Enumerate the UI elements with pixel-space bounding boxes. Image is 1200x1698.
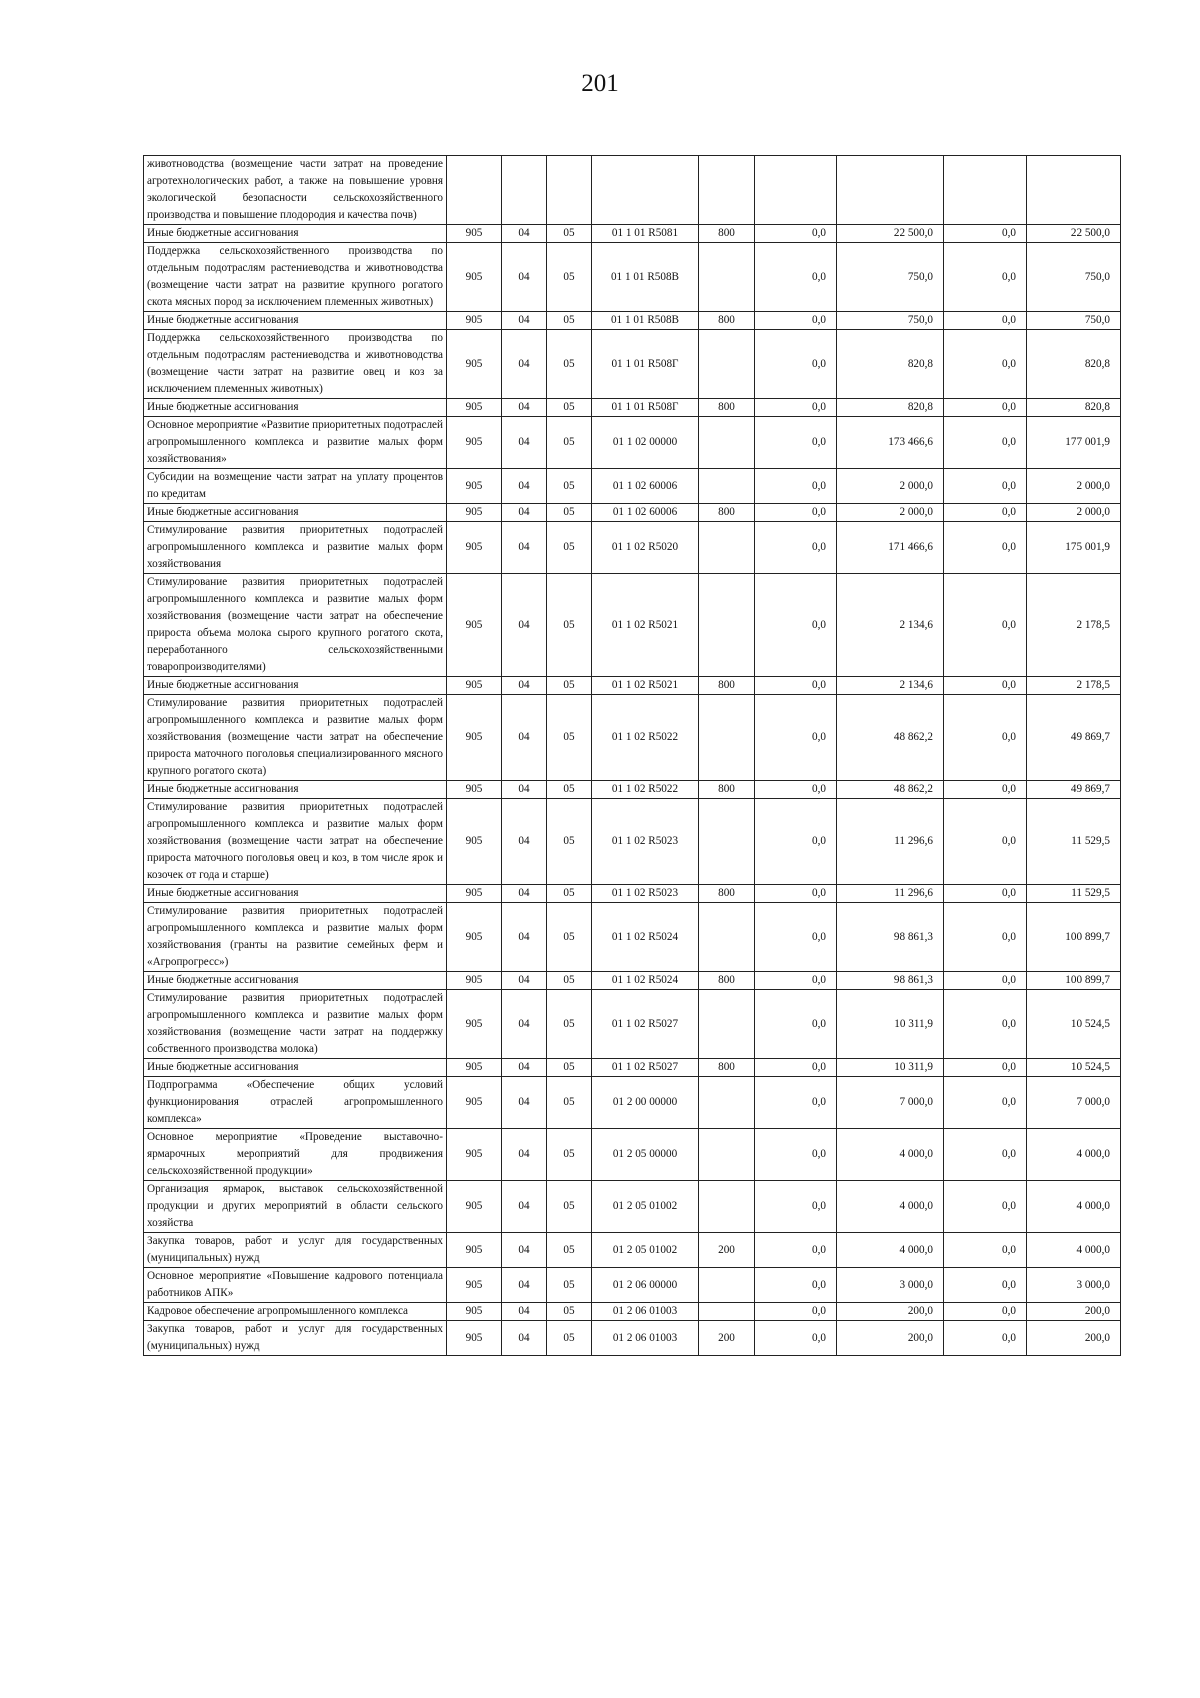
expense-type-cell (699, 799, 755, 885)
expense-type-cell: 200 (699, 1233, 755, 1268)
amount-cell-1: 0,0 (755, 1268, 837, 1303)
expense-type-cell: 800 (699, 312, 755, 330)
gr-code-cell: 905 (447, 1059, 502, 1077)
gr-code-cell: 905 (447, 1129, 502, 1181)
expense-type-cell (699, 1303, 755, 1321)
table-row (144, 1303, 1121, 1321)
amount-cell-1: 0,0 (755, 1129, 837, 1181)
section-code-cell: 04 (502, 1129, 547, 1181)
section-code-cell: 04 (502, 574, 547, 677)
expense-type-cell: 800 (699, 399, 755, 417)
amount-cell-1: 0,0 (755, 972, 837, 990)
target-article-cell: 01 1 02 R5027 (592, 990, 699, 1059)
amount-cell-2: 2 134,6 (837, 677, 944, 695)
gr-code-cell: 905 (447, 243, 502, 312)
amount-cell-3: 0,0 (944, 312, 1027, 330)
amount-cell-4: 10 524,5 (1027, 990, 1121, 1059)
target-article-cell: 01 2 00 00000 (592, 1077, 699, 1129)
table-row (144, 1059, 1121, 1077)
gr-code-cell: 905 (447, 1268, 502, 1303)
amount-cell-2: 98 861,3 (837, 972, 944, 990)
table-row (144, 574, 1121, 677)
target-article-cell: 01 1 01 R508Г (592, 330, 699, 399)
expense-type-cell (699, 695, 755, 781)
gr-code-cell: 905 (447, 799, 502, 885)
expense-type-cell (699, 1077, 755, 1129)
amount-cell-3: 0,0 (944, 1321, 1027, 1356)
gr-code-cell: 905 (447, 225, 502, 243)
amount-cell-4: 820,8 (1027, 330, 1121, 399)
subsection-code-cell: 05 (547, 1233, 592, 1268)
amount-cell-4: 22 500,0 (1027, 225, 1121, 243)
target-article-cell: 01 2 06 01003 (592, 1321, 699, 1356)
subsection-code-cell: 05 (547, 312, 592, 330)
row-name-cell: Организация ярмарок, выставок сельскохозяйственной продукции и других мероприятий в области сельского хозяйства (144, 1181, 447, 1233)
section-code-cell: 04 (502, 695, 547, 781)
row-name-cell: Иные бюджетные ассигнования (144, 885, 447, 903)
expense-type-cell (699, 469, 755, 504)
amount-cell-2: 820,8 (837, 399, 944, 417)
amount-cell-1: 0,0 (755, 677, 837, 695)
amount-cell-1: 0,0 (755, 1303, 837, 1321)
table-row (144, 399, 1121, 417)
amount-cell-3: 0,0 (944, 1268, 1027, 1303)
expense-type-cell: 800 (699, 885, 755, 903)
row-name-cell: Кадровое обеспечение агропромышленного комплекса (144, 1303, 447, 1321)
amount-cell-1: 0,0 (755, 1181, 837, 1233)
subsection-code-cell: 05 (547, 1321, 592, 1356)
gr-code-cell: 905 (447, 1077, 502, 1129)
row-name-cell: животноводства (возмещение части затрат на проведение агротехнологических работ, а также на повышение уровня экологической безопасности сельскохозяйственного производства и повышение плодородия и качества почв) (144, 156, 447, 225)
target-article-cell: 01 1 02 R5022 (592, 695, 699, 781)
amount-cell-4: 2 000,0 (1027, 469, 1121, 504)
amount-cell-2: 48 862,2 (837, 695, 944, 781)
gr-code-cell: 905 (447, 1181, 502, 1233)
amount-cell-2: 4 000,0 (837, 1181, 944, 1233)
subsection-code-cell: 05 (547, 990, 592, 1059)
gr-code-cell (447, 156, 502, 225)
row-name-cell: Поддержка сельскохозяйственного производства по отдельным подотраслям растениеводства и животноводства (возмещение части затрат на развитие овец и коз за исключением племенных животных) (144, 330, 447, 399)
row-name-cell: Субсидии на возмещение части затрат на уплату процентов по кредитам (144, 469, 447, 504)
target-article-cell: 01 2 05 01002 (592, 1181, 699, 1233)
amount-cell-4: 49 869,7 (1027, 781, 1121, 799)
target-article-cell: 01 1 02 R5027 (592, 1059, 699, 1077)
target-article-cell: 01 1 02 R5024 (592, 972, 699, 990)
row-name-cell: Стимулирование развития приоритетных подотраслей агропромышленного комплекса и развитие малых форм хозяйствования (гранты на развитие семейных ферм и «Агропрогресс») (144, 903, 447, 972)
row-name-cell: Иные бюджетные ассигнования (144, 677, 447, 695)
gr-code-cell: 905 (447, 1321, 502, 1356)
section-code-cell: 04 (502, 522, 547, 574)
row-name-cell: Закупка товаров, работ и услуг для государственных (муниципальных) нужд (144, 1321, 447, 1356)
table-row (144, 885, 1121, 903)
amount-cell-1: 0,0 (755, 695, 837, 781)
target-article-cell: 01 1 02 R5023 (592, 885, 699, 903)
section-code-cell (502, 156, 547, 225)
amount-cell-2: 22 500,0 (837, 225, 944, 243)
section-code-cell: 04 (502, 903, 547, 972)
table-row (144, 990, 1121, 1059)
table-row (144, 903, 1121, 972)
table-row (144, 695, 1121, 781)
section-code-cell: 04 (502, 799, 547, 885)
table-row (144, 1321, 1121, 1356)
target-article-cell (592, 156, 699, 225)
amount-cell-1: 0,0 (755, 1077, 837, 1129)
target-article-cell: 01 1 02 60006 (592, 504, 699, 522)
amount-cell-2: 200,0 (837, 1321, 944, 1356)
expense-type-cell: 800 (699, 972, 755, 990)
section-code-cell: 04 (502, 781, 547, 799)
amount-cell-1: 0,0 (755, 330, 837, 399)
gr-code-cell: 905 (447, 399, 502, 417)
gr-code-cell: 905 (447, 990, 502, 1059)
row-name-cell: Иные бюджетные ассигнования (144, 312, 447, 330)
row-name-cell: Иные бюджетные ассигнования (144, 225, 447, 243)
gr-code-cell: 905 (447, 1303, 502, 1321)
table-row (144, 417, 1121, 469)
subsection-code-cell: 05 (547, 695, 592, 781)
expense-type-cell (699, 330, 755, 399)
section-code-cell: 04 (502, 1181, 547, 1233)
section-code-cell: 04 (502, 677, 547, 695)
subsection-code-cell: 05 (547, 972, 592, 990)
amount-cell-4: 100 899,7 (1027, 903, 1121, 972)
gr-code-cell: 905 (447, 469, 502, 504)
amount-cell-2: 171 466,6 (837, 522, 944, 574)
target-article-cell: 01 1 02 R5021 (592, 574, 699, 677)
amount-cell-4: 820,8 (1027, 399, 1121, 417)
amount-cell-4: 100 899,7 (1027, 972, 1121, 990)
amount-cell-3: 0,0 (944, 677, 1027, 695)
table-row (144, 1233, 1121, 1268)
amount-cell-4 (1027, 156, 1121, 225)
row-name-cell: Подпрограмма «Обеспечение общих условий функционирования отраслей агропромышленного комплекса» (144, 1077, 447, 1129)
target-article-cell: 01 1 02 R5022 (592, 781, 699, 799)
amount-cell-3: 0,0 (944, 1181, 1027, 1233)
section-code-cell: 04 (502, 1077, 547, 1129)
amount-cell-3: 0,0 (944, 574, 1027, 677)
amount-cell-3: 0,0 (944, 781, 1027, 799)
amount-cell-3: 0,0 (944, 417, 1027, 469)
subsection-code-cell: 05 (547, 243, 592, 312)
amount-cell-1: 0,0 (755, 1321, 837, 1356)
subsection-code-cell: 05 (547, 574, 592, 677)
amount-cell-3: 0,0 (944, 225, 1027, 243)
table-row (144, 1129, 1121, 1181)
amount-cell-2: 173 466,6 (837, 417, 944, 469)
expense-type-cell (699, 522, 755, 574)
target-article-cell: 01 1 02 60006 (592, 469, 699, 504)
amount-cell-2: 750,0 (837, 312, 944, 330)
gr-code-cell: 905 (447, 903, 502, 972)
amount-cell-3: 0,0 (944, 504, 1027, 522)
amount-cell-1 (755, 156, 837, 225)
amount-cell-4: 49 869,7 (1027, 695, 1121, 781)
row-name-cell: Иные бюджетные ассигнования (144, 1059, 447, 1077)
gr-code-cell: 905 (447, 677, 502, 695)
amount-cell-1: 0,0 (755, 312, 837, 330)
amount-cell-4: 3 000,0 (1027, 1268, 1121, 1303)
amount-cell-2: 750,0 (837, 243, 944, 312)
amount-cell-2: 2 000,0 (837, 504, 944, 522)
section-code-cell: 04 (502, 504, 547, 522)
amount-cell-1: 0,0 (755, 243, 837, 312)
table-row (144, 469, 1121, 504)
amount-cell-3: 0,0 (944, 799, 1027, 885)
amount-cell-4: 4 000,0 (1027, 1129, 1121, 1181)
amount-cell-2: 98 861,3 (837, 903, 944, 972)
row-name-cell: Поддержка сельскохозяйственного производства по отдельным подотраслям растениеводства и животноводства (возмещение части затрат на развитие крупного рогатого скота мясных пород за исключением племенных животных) (144, 243, 447, 312)
expense-type-cell: 200 (699, 1321, 755, 1356)
amount-cell-4: 2 178,5 (1027, 574, 1121, 677)
amount-cell-4: 2 178,5 (1027, 677, 1121, 695)
amount-cell-3: 0,0 (944, 469, 1027, 504)
table-row (144, 156, 1121, 225)
amount-cell-4: 11 529,5 (1027, 885, 1121, 903)
amount-cell-3: 0,0 (944, 330, 1027, 399)
table-row (144, 225, 1121, 243)
section-code-cell: 04 (502, 312, 547, 330)
amount-cell-2: 7 000,0 (837, 1077, 944, 1129)
amount-cell-1: 0,0 (755, 1233, 837, 1268)
table-row (144, 1268, 1121, 1303)
table-row (144, 972, 1121, 990)
table-row (144, 522, 1121, 574)
target-article-cell: 01 1 01 R5081 (592, 225, 699, 243)
amount-cell-3: 0,0 (944, 990, 1027, 1059)
expense-type-cell (699, 1181, 755, 1233)
target-article-cell: 01 1 02 R5020 (592, 522, 699, 574)
amount-cell-2: 11 296,6 (837, 799, 944, 885)
table-row (144, 677, 1121, 695)
amount-cell-2: 4 000,0 (837, 1233, 944, 1268)
target-article-cell: 01 1 01 R508Г (592, 399, 699, 417)
table-row (144, 1077, 1121, 1129)
subsection-code-cell: 05 (547, 1268, 592, 1303)
amount-cell-4: 7 000,0 (1027, 1077, 1121, 1129)
section-code-cell: 04 (502, 399, 547, 417)
amount-cell-1: 0,0 (755, 399, 837, 417)
row-name-cell: Стимулирование развития приоритетных подотраслей агропромышленного комплекса и развитие малых форм хозяйствования (возмещение части затрат на обеспечение прироста объема молока сырого крупного рогатого скота, переработанного сельскохозяйственными товаропроизводителями) (144, 574, 447, 677)
amount-cell-4: 175 001,9 (1027, 522, 1121, 574)
amount-cell-3: 0,0 (944, 1059, 1027, 1077)
subsection-code-cell: 05 (547, 504, 592, 522)
subsection-code-cell: 05 (547, 1303, 592, 1321)
amount-cell-1: 0,0 (755, 781, 837, 799)
section-code-cell: 04 (502, 972, 547, 990)
section-code-cell: 04 (502, 990, 547, 1059)
amount-cell-3: 0,0 (944, 903, 1027, 972)
amount-cell-2: 820,8 (837, 330, 944, 399)
amount-cell-3: 0,0 (944, 1129, 1027, 1181)
section-code-cell: 04 (502, 225, 547, 243)
subsection-code-cell: 05 (547, 469, 592, 504)
subsection-code-cell: 05 (547, 677, 592, 695)
amount-cell-1: 0,0 (755, 990, 837, 1059)
expense-type-cell: 800 (699, 1059, 755, 1077)
amount-cell-2: 10 311,9 (837, 1059, 944, 1077)
subsection-code-cell: 05 (547, 1129, 592, 1181)
expense-type-cell (699, 1268, 755, 1303)
amount-cell-1: 0,0 (755, 1059, 837, 1077)
amount-cell-4: 4 000,0 (1027, 1181, 1121, 1233)
amount-cell-3: 0,0 (944, 695, 1027, 781)
subsection-code-cell: 05 (547, 417, 592, 469)
subsection-code-cell (547, 156, 592, 225)
amount-cell-4: 750,0 (1027, 312, 1121, 330)
target-article-cell: 01 1 01 R508В (592, 243, 699, 312)
amount-cell-2: 48 862,2 (837, 781, 944, 799)
page-number: 201 (581, 70, 619, 97)
amount-cell-3: 0,0 (944, 972, 1027, 990)
gr-code-cell: 905 (447, 1233, 502, 1268)
amount-cell-3: 0,0 (944, 243, 1027, 312)
amount-cell-3: 0,0 (944, 885, 1027, 903)
amount-cell-1: 0,0 (755, 522, 837, 574)
expense-type-cell (699, 1129, 755, 1181)
amount-cell-1: 0,0 (755, 469, 837, 504)
table-row (144, 312, 1121, 330)
expense-type-cell: 800 (699, 504, 755, 522)
expense-type-cell (699, 243, 755, 312)
gr-code-cell: 905 (447, 522, 502, 574)
section-code-cell: 04 (502, 243, 547, 312)
subsection-code-cell: 05 (547, 799, 592, 885)
amount-cell-4: 4 000,0 (1027, 1233, 1121, 1268)
target-article-cell: 01 1 01 R508В (592, 312, 699, 330)
subsection-code-cell: 05 (547, 1077, 592, 1129)
gr-code-cell: 905 (447, 417, 502, 469)
row-name-cell: Иные бюджетные ассигнования (144, 399, 447, 417)
amount-cell-2: 4 000,0 (837, 1129, 944, 1181)
amount-cell-1: 0,0 (755, 574, 837, 677)
row-name-cell: Иные бюджетные ассигнования (144, 781, 447, 799)
target-article-cell: 01 1 02 R5024 (592, 903, 699, 972)
subsection-code-cell: 05 (547, 885, 592, 903)
row-name-cell: Стимулирование развития приоритетных подотраслей агропромышленного комплекса и развитие малых форм хозяйствования (144, 522, 447, 574)
amount-cell-1: 0,0 (755, 225, 837, 243)
gr-code-cell: 905 (447, 312, 502, 330)
row-name-cell: Основное мероприятие «Развитие приоритетных подотраслей агропромышленного комплекса и развитие малых форм хозяйствования» (144, 417, 447, 469)
amount-cell-3: 0,0 (944, 399, 1027, 417)
target-article-cell: 01 2 05 01002 (592, 1233, 699, 1268)
row-name-cell: Основное мероприятие «Проведение выставочно-ярмарочных мероприятий для продвижения сельскохозяйственной продукции» (144, 1129, 447, 1181)
amount-cell-4: 10 524,5 (1027, 1059, 1121, 1077)
expense-type-cell: 800 (699, 781, 755, 799)
budget-table (143, 155, 1121, 1356)
expense-type-cell: 800 (699, 225, 755, 243)
amount-cell-3: 0,0 (944, 1233, 1027, 1268)
section-code-cell: 04 (502, 885, 547, 903)
amount-cell-3: 0,0 (944, 1303, 1027, 1321)
subsection-code-cell: 05 (547, 1059, 592, 1077)
subsection-code-cell: 05 (547, 330, 592, 399)
row-name-cell: Закупка товаров, работ и услуг для государственных (муниципальных) нужд (144, 1233, 447, 1268)
target-article-cell: 01 2 06 00000 (592, 1268, 699, 1303)
table-row (144, 799, 1121, 885)
amount-cell-2: 2 134,6 (837, 574, 944, 677)
subsection-code-cell: 05 (547, 522, 592, 574)
gr-code-cell: 905 (447, 330, 502, 399)
amount-cell-2: 10 311,9 (837, 990, 944, 1059)
amount-cell-4: 177 001,9 (1027, 417, 1121, 469)
row-name-cell: Стимулирование развития приоритетных подотраслей агропромышленного комплекса и развитие малых форм хозяйствования (возмещение части затрат на обеспечение прироста маточного поголовья овец и коз, в том числе ярок и козочек от года и старше) (144, 799, 447, 885)
gr-code-cell: 905 (447, 574, 502, 677)
amount-cell-2 (837, 156, 944, 225)
row-name-cell: Стимулирование развития приоритетных подотраслей агропромышленного комплекса и развитие малых форм хозяйствования (возмещение части затрат на поддержку собственного производства молока) (144, 990, 447, 1059)
row-name-cell: Основное мероприятие «Повышение кадрового потенциала работников АПК» (144, 1268, 447, 1303)
amount-cell-3 (944, 156, 1027, 225)
section-code-cell: 04 (502, 1059, 547, 1077)
gr-code-cell: 905 (447, 972, 502, 990)
target-article-cell: 01 1 02 R5023 (592, 799, 699, 885)
amount-cell-1: 0,0 (755, 799, 837, 885)
expense-type-cell (699, 903, 755, 972)
subsection-code-cell: 05 (547, 225, 592, 243)
expense-type-cell (699, 990, 755, 1059)
subsection-code-cell: 05 (547, 781, 592, 799)
amount-cell-4: 200,0 (1027, 1303, 1121, 1321)
table-row (144, 504, 1121, 522)
section-code-cell: 04 (502, 1268, 547, 1303)
table-row (144, 330, 1121, 399)
expense-type-cell (699, 574, 755, 677)
section-code-cell: 04 (502, 1233, 547, 1268)
amount-cell-4: 750,0 (1027, 243, 1121, 312)
target-article-cell: 01 2 05 00000 (592, 1129, 699, 1181)
amount-cell-3: 0,0 (944, 1077, 1027, 1129)
subsection-code-cell: 05 (547, 1181, 592, 1233)
amount-cell-2: 200,0 (837, 1303, 944, 1321)
section-code-cell: 04 (502, 330, 547, 399)
table-row (144, 781, 1121, 799)
gr-code-cell: 905 (447, 504, 502, 522)
amount-cell-2: 3 000,0 (837, 1268, 944, 1303)
target-article-cell: 01 2 06 01003 (592, 1303, 699, 1321)
subsection-code-cell: 05 (547, 399, 592, 417)
target-article-cell: 01 1 02 00000 (592, 417, 699, 469)
amount-cell-1: 0,0 (755, 885, 837, 903)
section-code-cell: 04 (502, 1321, 547, 1356)
amount-cell-2: 11 296,6 (837, 885, 944, 903)
section-code-cell: 04 (502, 417, 547, 469)
amount-cell-4: 200,0 (1027, 1321, 1121, 1356)
amount-cell-1: 0,0 (755, 504, 837, 522)
section-code-cell: 04 (502, 469, 547, 504)
row-name-cell: Иные бюджетные ассигнования (144, 972, 447, 990)
amount-cell-1: 0,0 (755, 903, 837, 972)
expense-type-cell (699, 417, 755, 469)
amount-cell-4: 2 000,0 (1027, 504, 1121, 522)
row-name-cell: Стимулирование развития приоритетных подотраслей агропромышленного комплекса и развитие малых форм хозяйствования (возмещение части затрат на обеспечение прироста маточного поголовья специализированного мясного крупного рогатого скота) (144, 695, 447, 781)
table-row (144, 1181, 1121, 1233)
amount-cell-4: 11 529,5 (1027, 799, 1121, 885)
section-code-cell: 04 (502, 1303, 547, 1321)
expense-type-cell: 800 (699, 677, 755, 695)
target-article-cell: 01 1 02 R5021 (592, 677, 699, 695)
gr-code-cell: 905 (447, 885, 502, 903)
amount-cell-2: 2 000,0 (837, 469, 944, 504)
gr-code-cell: 905 (447, 781, 502, 799)
amount-cell-3: 0,0 (944, 522, 1027, 574)
table-row (144, 243, 1121, 312)
gr-code-cell: 905 (447, 695, 502, 781)
expense-type-cell (699, 156, 755, 225)
subsection-code-cell: 05 (547, 903, 592, 972)
row-name-cell: Иные бюджетные ассигнования (144, 504, 447, 522)
amount-cell-1: 0,0 (755, 417, 837, 469)
